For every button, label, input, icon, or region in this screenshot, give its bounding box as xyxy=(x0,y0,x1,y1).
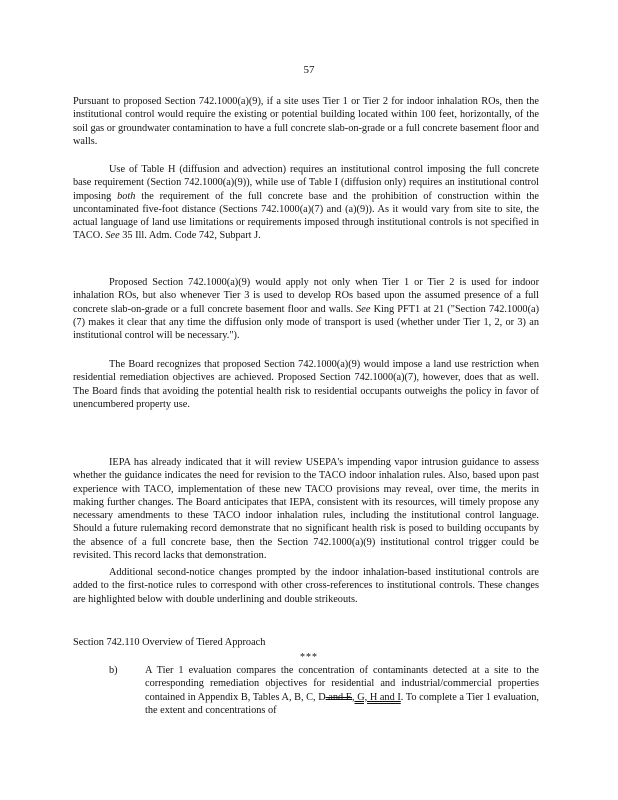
paragraph-second-notice: Additional second-notice changes prompted by the indoor inhalation-based institutional controls are added to the first-notice rules to correspond with other cross-references to institutional controls. These changes are highlighted below with double underlining and double strikeouts. xyxy=(73,567,539,605)
ellipsis-stars: *** xyxy=(300,652,318,663)
paragraph-pursuant: Pursuant to proposed Section 742.1000(a)(9), if a site uses Tier 1 or Tier 2 for indoor inhalation ROs, then the institutional control would require the existing or potential building located within 100 feet, horizontally, of the soil gas or groundwater contamination to have a full concrete slab-on-grade or a full concrete basement floor and walls. xyxy=(73,96,539,147)
paragraph-proposed-section: Proposed Section 742.1000(a)(9) would apply not only when Tier 1 or Tier 2 is used for indoor inhalation ROs, but also whenever Tier 3 is used to develop ROs based upon the assumed presence of a full concrete slab-on-grade or a full concrete basement floor and walls. See King PFT1 at 21 ("Section 742.1000(a)(7) makes it clear that any time the diffusion only mode of transport is used (whether under Tier 1, 2, or 3) an institutional control will be necessary."). xyxy=(73,277,539,342)
page-number: 57 xyxy=(303,64,315,76)
paragraph-board-recognizes: The Board recognizes that proposed Section 742.1000(a)(9) would impose a land use restriction when residential remediation objectives are achieved. Proposed Section 742.1000(a)(7), however, does that as well. The Board finds that avoiding the potential health risk to residential occupants outweighs the policy in favor of unencumbered property use. xyxy=(73,359,539,410)
paragraph-iepa: IEPA has already indicated that it will review USEPA's impending vapor intrusion guidance to assess whether the guidance indicates the need for revision to the TACO indoor inhalation rules. Also, based upon past experience with TACO, implementation of these new TACO provisions may reveal, over time, the merits in making further changes. The Board anticipates that IEPA, consistent with its resources, will timely propose any necessary amendments to these TACO indoor inhalation rules, including the institutional control language. Should a future rulemaking record demonstrate that no significant health risk is posed to building occupants by the absence of a full concrete base, then the Section 742.1000(a)(9) institutional control trigger could be revisited. This record lacks that demonstration. xyxy=(73,457,539,562)
double-underline: , G, H and I xyxy=(352,691,401,703)
paragraph-table-h: Use of Table H (diffusion and advection) requires an institutional control imposing the full concrete base requirement (Section 742.1000(a)(9)), while use of Table I (diffusion only) requires an institutional control imposing both the requirement of the full concrete base and the prohibition of construction within the uncontaminated five-foot distance (Sections 742.1000(a)(7) and (a)(9)). As it would vary from site to site, the actual language of land use limitations or requirements imposed through institutional controls is not specified in TACO. See 35 Ill. Adm. Code 742, Subpart J. xyxy=(73,164,539,242)
double-strikeout: and E xyxy=(325,691,353,703)
item-text: A Tier 1 evaluation compares the concentration of contaminants detected at a site to the corresponding remediation objectives for residential and industrial/commercial properties contained in Appendix B, Tables A, B, C, D and E, G, H and I. To complete a Tier 1 evaluation, the extent and concentrations of xyxy=(145,665,540,716)
item-label: b) xyxy=(109,665,118,676)
section-heading: Section 742.110 Overview of Tiered Approach xyxy=(73,637,266,648)
